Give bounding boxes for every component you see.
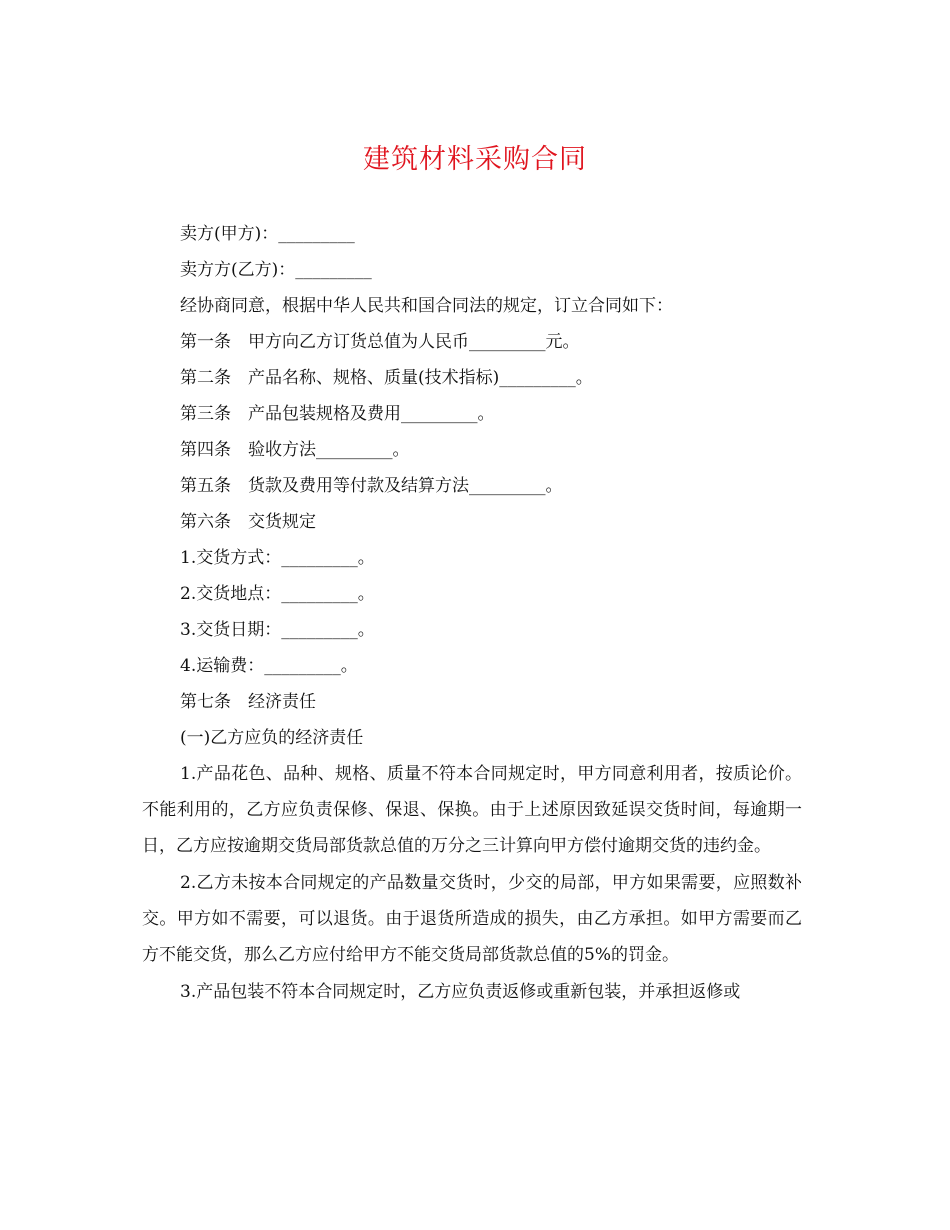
article-4-line: 第四条 验收方法_________。 xyxy=(180,440,410,460)
delivery-date-line: 3.交货日期：_________。 xyxy=(180,620,375,640)
article-6-line: 第六条 交货规定 xyxy=(180,512,316,532)
liability-paragraph-1: 1.产品花色、品种、规格、质量不符本合同规定时，甲方同意利用者，按质论价。不能利用的，乙方应负责保修、保退、保换。由于上述原因致延误交货时间，每逾期一日，乙方应按逾期交货局部货款总值的万分之三计算向甲方偿付逾期交货的违约金。 xyxy=(142,764,802,856)
article-5-line: 第五条 货款及费用等付款及结算方法_________。 xyxy=(180,476,563,496)
liability-paragraph-2: 2.乙方未按本合同规定的产品数量交货时，少交的局部，甲方如果需要，应照数补交。甲方如不需要，可以退货。由于退货所造成的损失，由乙方承担。如甲方需要而乙方不能交货，那么乙方应付给甲方不能交货局部货款总值的5%的罚金。 xyxy=(142,873,802,965)
seller-party-b-line: 卖方方(乙方)：_________ xyxy=(180,260,372,280)
liability-paragraph-3: 3.产品包装不符本合同规定时，乙方应负责返修或重新包装，并承担返修或 xyxy=(180,982,741,1002)
article-7-line: 第七条 经济责任 xyxy=(180,692,316,712)
party-b-liability-heading: (一)乙方应负的经济责任 xyxy=(180,728,364,748)
delivery-location-line: 2.交货地点：_________。 xyxy=(180,584,375,604)
transport-fee-line: 4.运输费：_________。 xyxy=(180,656,358,676)
article-2-line: 第二条 产品名称、规格、质量(技术指标)_________。 xyxy=(180,368,593,388)
article-1-line: 第一条 甲方向乙方订货总值为人民币_________元。 xyxy=(180,332,580,352)
document-body xyxy=(142,216,802,1011)
agreement-intro-line: 经协商同意，根据中华人民共和国合同法的规定，订立合同如下： xyxy=(180,296,673,316)
delivery-method-line: 1.交货方式：_________。 xyxy=(180,548,375,568)
seller-party-a-line: 卖方(甲方)：_________ xyxy=(180,224,355,244)
document-title: 建筑材料采购合同 xyxy=(363,144,587,175)
article-3-line: 第三条 产品包装规格及费用_________。 xyxy=(180,404,495,424)
